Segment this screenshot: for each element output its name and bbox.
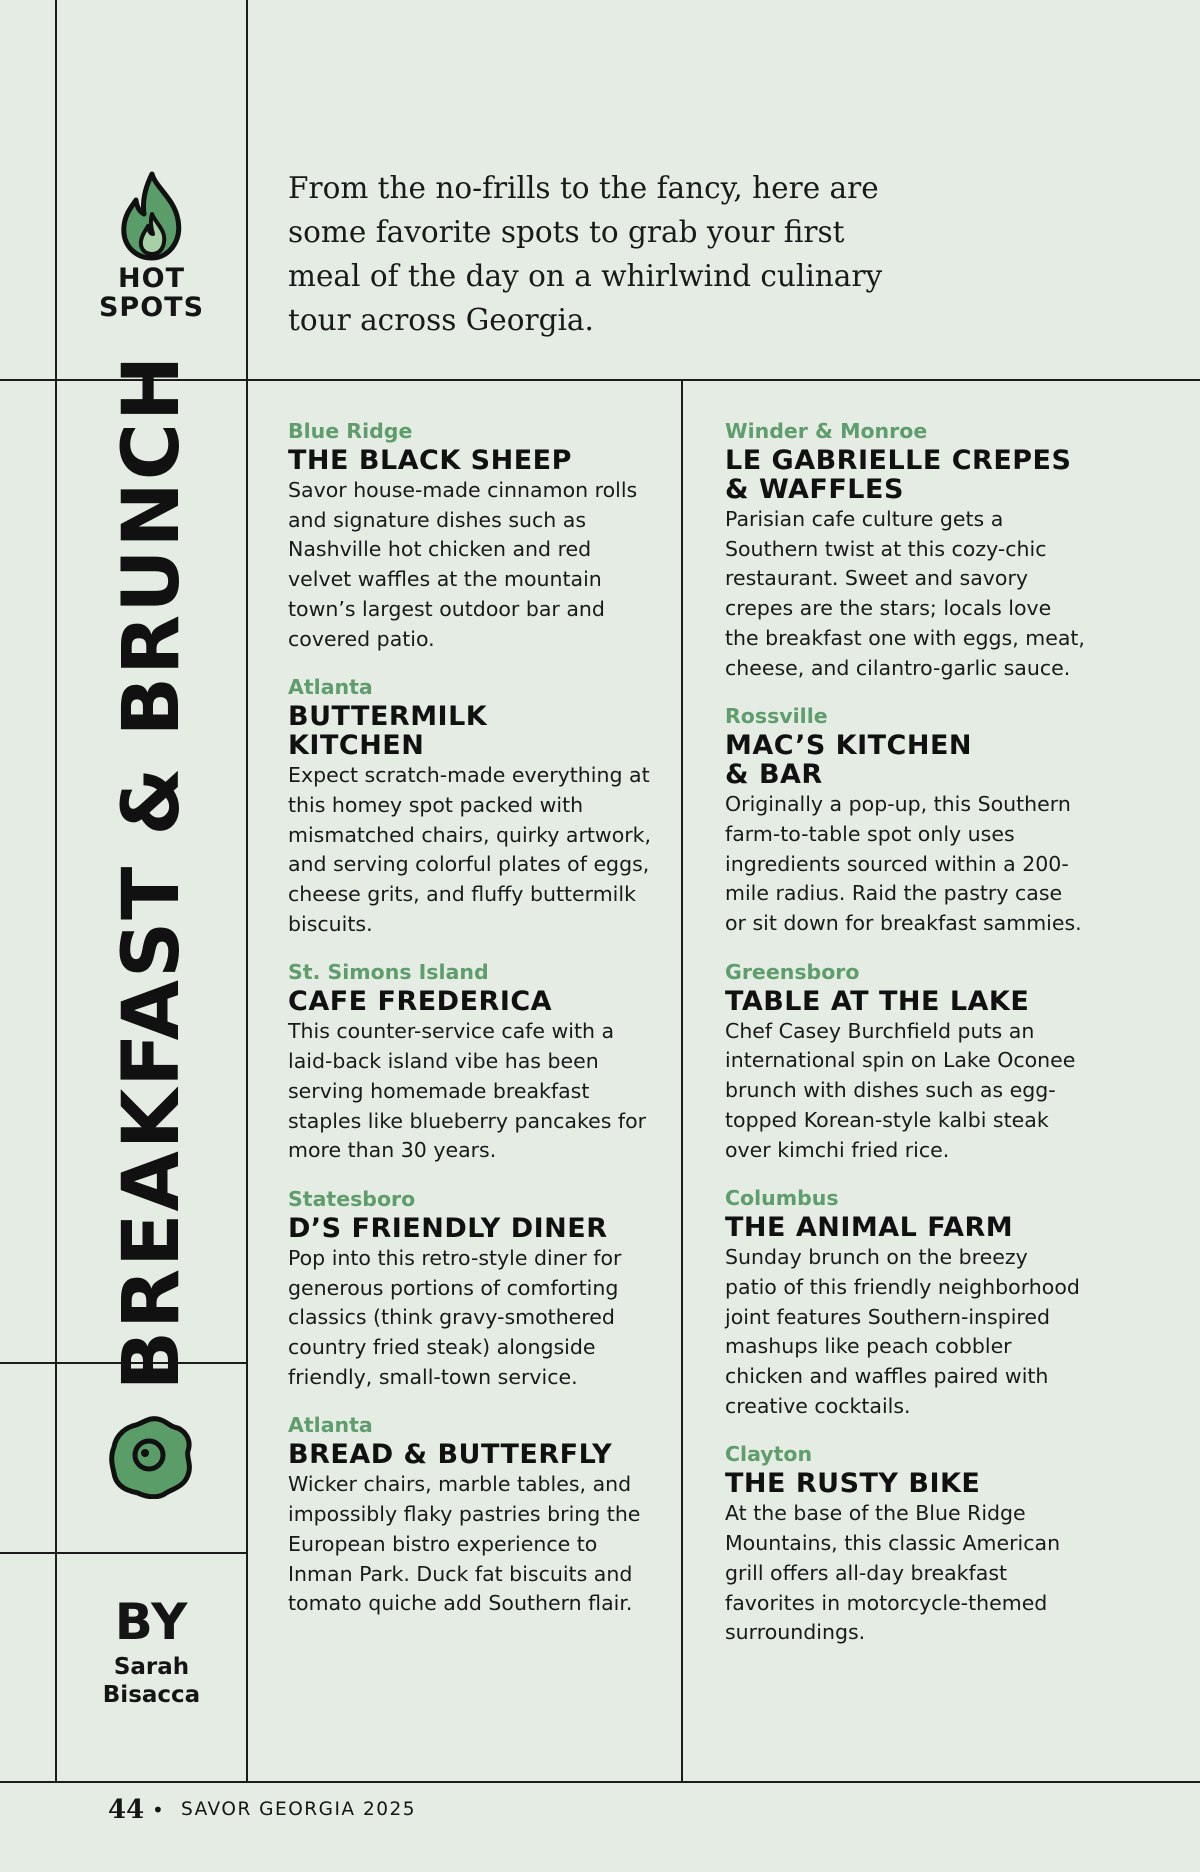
restaurant-entry	[288, 675, 660, 939]
section-title: BREAKFAST & BRUNCH	[106, 353, 197, 1390]
publication-title: SAVOR GEORGIA 2025	[181, 1799, 417, 1820]
restaurant-location: Greensboro	[725, 959, 860, 984]
restaurant-entry	[288, 1187, 660, 1393]
page-number: 44	[108, 1795, 145, 1825]
author-name	[57, 1653, 246, 1709]
horizontal-rule-footer	[0, 1781, 1200, 1783]
right-column	[725, 419, 1085, 1669]
restaurant-location: Clayton	[725, 1442, 813, 1467]
restaurant-location: Winder & Monroe	[725, 419, 928, 443]
hot-spots-badge	[57, 170, 246, 322]
restaurant-location: Rossville	[725, 704, 828, 729]
restaurant-name: THE ANIMAL FARM	[725, 1212, 1014, 1244]
author-first-name: Sarah	[113, 1654, 190, 1680]
restaurant-name: TABLE AT THE LAKE	[725, 985, 1030, 1017]
restaurant-name: THE RUSTY BIKE	[725, 1468, 981, 1500]
restaurant-description: Savor house-made cinnamon rolls and signature dishes such as Nashville hot chicken and red velvet waffles at the mountain town’s largest outdoor bar and covered patio.	[288, 478, 638, 651]
byline-by: BY	[114, 1593, 189, 1651]
restaurant-name: CAFE FREDERICA	[288, 986, 553, 1018]
flame-icon	[116, 170, 188, 262]
restaurant-entry	[288, 1413, 660, 1619]
horizontal-rule-byline-top	[0, 1552, 247, 1554]
restaurant-name: MAC’S KITCHEN & BAR	[725, 730, 973, 791]
restaurant-entry	[288, 419, 660, 654]
left-column	[288, 419, 660, 1640]
fried-egg-icon	[108, 1415, 194, 1499]
restaurant-description: At the base of the Blue Ridge Mountains, this classic American grill offers all-day breakfast favorites in motorcycle-themed surroundings.	[725, 1501, 1061, 1645]
restaurant-description: Chef Casey Burchfield puts an international spin on Lake Oconee brunch with dishes such as egg-topped Korean-style kalbi steak over kimchi fried rice.	[725, 1018, 1076, 1162]
vertical-rule-column-divider	[681, 379, 683, 1782]
restaurant-location: Atlanta	[288, 675, 373, 700]
author-last-name: Bisacca	[102, 1682, 201, 1708]
restaurant-description: Wicker chairs, marble tables, and impossibly flaky pastries bring the European bistro experience to Inman Park. Duck fat biscuits and tomato quiche add Southern flair.	[288, 1472, 641, 1616]
restaurant-description: Pop into this retro-style diner for generous portions of comforting classics (think gravy-smothered country fried steak) alongside friendly, small-town service.	[288, 1245, 622, 1389]
restaurant-location: Columbus	[725, 1186, 839, 1211]
restaurant-description: Originally a pop-up, this Southern farm-to-table spot only uses ingredients sourced within a 200-mile radius. Raid the pastry case or sit down for breakfast sammies.	[725, 792, 1082, 936]
restaurant-entry	[725, 704, 1085, 939]
restaurant-entry	[725, 419, 1085, 683]
spots-label: SPOTS	[98, 292, 205, 323]
restaurant-entry	[725, 960, 1085, 1166]
hot-label: HOT	[118, 263, 185, 294]
section-title-container	[57, 353, 246, 1390]
restaurant-name: LE GABRIELLE CREPES & WAFFLES	[725, 445, 1072, 505]
restaurant-name: BREAD & BUTTERFLY	[288, 1439, 613, 1471]
restaurant-name: THE BLACK SHEEP	[288, 445, 572, 476]
byline	[57, 1595, 246, 1709]
restaurant-name: BUTTERMILK KITCHEN	[288, 701, 488, 762]
restaurant-description: Expect scratch-made everything at this homey spot packed with mismatched chairs, quirky artwork, and serving colorful plates of eggs, cheese grits, and fluffy buttermilk biscuits.	[288, 763, 652, 936]
restaurant-entry	[725, 1186, 1085, 1421]
restaurant-entry	[725, 1442, 1085, 1648]
restaurant-location: Atlanta	[288, 1413, 373, 1438]
restaurant-entry	[288, 960, 660, 1166]
restaurant-description: This counter-service cafe with a laid-back island vibe has been serving homemade breakfast staples like blueberry pancakes for more than 30 years.	[288, 1019, 647, 1163]
restaurant-location: Statesboro	[288, 1186, 416, 1211]
restaurant-description: Sunday brunch on the breezy patio of this friendly neighborhood joint features Southern-inspired mashups like peach cobbler chicken and waffles paired with creative cocktails.	[725, 1245, 1080, 1418]
intro-paragraph: From the no-frills to the fancy, here are some favorite spots to grab your first meal of the day on a whirlwind culinary tour across Georgia.	[288, 171, 883, 337]
restaurant-name: D’S FRIENDLY DINER	[288, 1212, 608, 1244]
footer-separator: •	[152, 1798, 164, 1822]
restaurant-location: Blue Ridge	[288, 419, 413, 443]
hot-spots-label	[57, 264, 246, 322]
restaurant-location: St. Simons Island	[288, 960, 489, 985]
restaurant-description: Parisian cafe culture gets a Southern twist at this cozy-chic restaurant. Sweet and savory crepes are the stars; locals love the breakfast one with eggs, meat, cheese, and cilantro-garlic sauce.	[725, 507, 1085, 680]
vertical-rule-middle	[246, 0, 248, 1782]
